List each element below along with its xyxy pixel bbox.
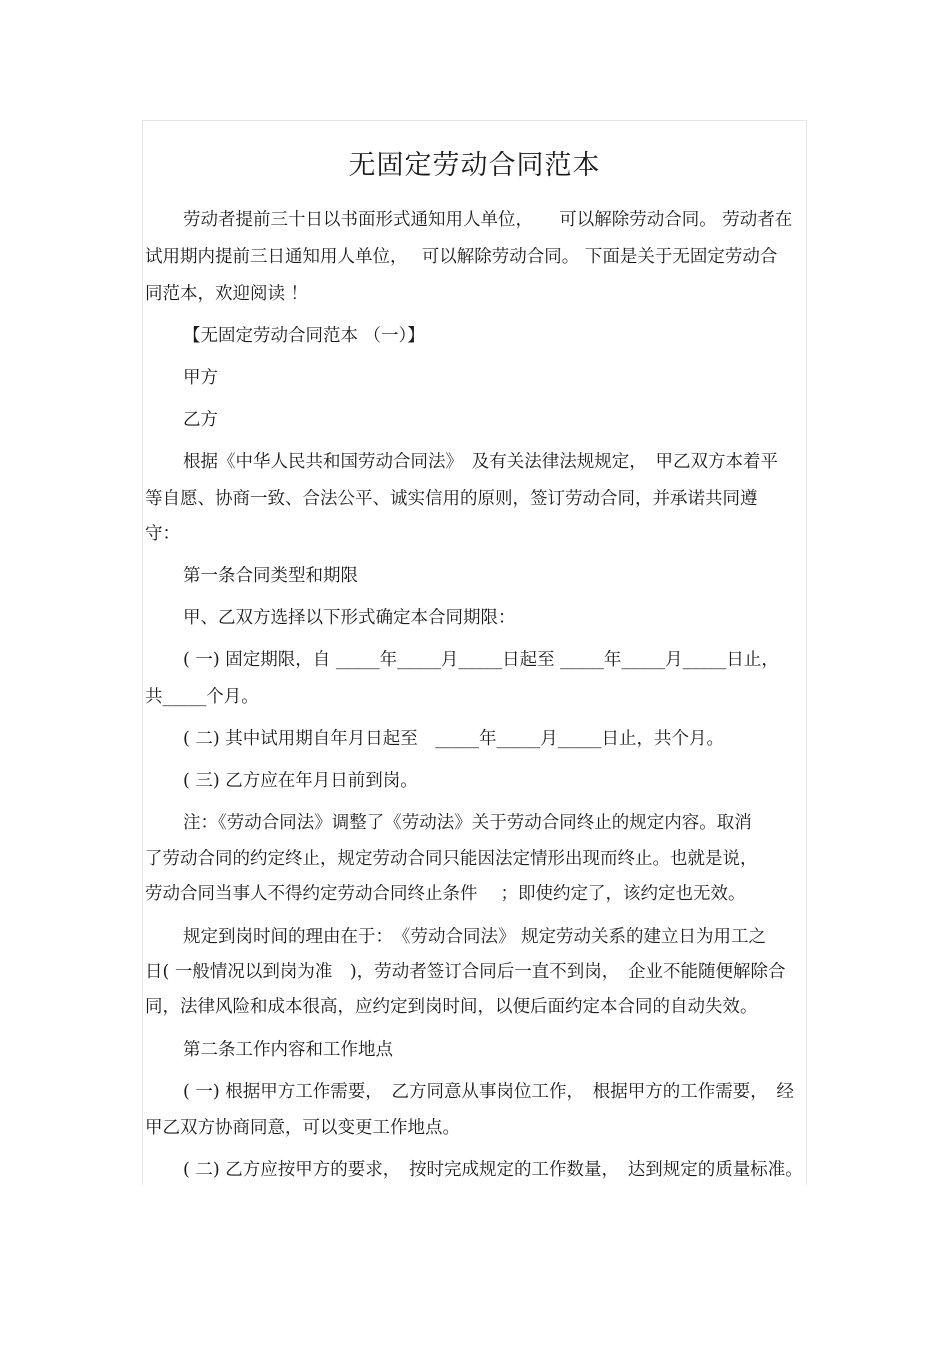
reason-line-2: 日( 一般情况以到岗为准 )，劳动者签订合同后一直不到岗， 企业不能随便解除合: [145, 962, 786, 982]
intro-line-3: 同范本，欢迎阅读 ！: [145, 284, 309, 304]
clause-1-line-2: 共_____个月。: [145, 687, 259, 707]
intro-line-1: 劳动者提前三十日以书面形式通知用人单位， 可以解除劳动合同。 劳动者在: [183, 210, 793, 230]
party-b-label: 乙方: [183, 410, 218, 430]
preamble-line-3: 守：: [145, 524, 180, 544]
preamble-line-2: 等自愿、协商一致、合法公平、诚实信用的原则，签订劳动合同，并承诺共同遵: [145, 489, 758, 509]
article-1-heading: 第一条合同类型和期限: [183, 566, 358, 586]
intro-line-2: 试用期内提前三日通知用人单位， 可以解除劳动合同。 下面是关于无固定劳动合: [145, 247, 778, 267]
reason-line-1: 规定到岗时间的理由在于： 《劳动合同法》 规定劳动关系的建立日为用工之: [183, 927, 767, 947]
article-2-clause-2-line: ( 二) 乙方应按甲方的要求， 按时完成规定的工作数量， 达到规定的质量标准。: [183, 1160, 803, 1180]
article-2-heading: 第二条工作内容和工作地点: [183, 1040, 393, 1060]
clause-1-line-1: ( 一) 固定期限，自 _____年_____月_____日起至 _____年_____月_____日止，: [183, 650, 779, 670]
document-page: [142, 120, 807, 1185]
note-line-1: 注：《劳动合同法》调整了《劳动法》关于劳动合同终止的规定内容。取消: [183, 813, 752, 833]
note-line-2: 了劳动合同的约定终止，规定劳动合同只能因法定情形出现而终止。也就是说，: [145, 849, 758, 869]
note-line-3: 劳动合同当事人不得约定劳动合同终止条件 ；即使约定了，该约定也无效。: [145, 884, 746, 904]
party-a-label: 甲方: [183, 368, 218, 388]
clause-2-line: ( 二) 其中试用期自年月日起至 _____年_____月_____日止，共个月。: [183, 729, 725, 749]
reason-line-3: 同，法律风险和成本很高，应约定到岗时间，以便后面约定本合同的自动失效。: [145, 997, 758, 1017]
clause-3-line: ( 三) 乙方应在年月日前到岗。: [183, 771, 418, 791]
article-1-intro: 甲、乙双方选择以下形式确定本合同期限：: [183, 608, 516, 628]
article-2-clause-1-line-1: ( 一) 根据甲方工作需要， 乙方同意从事岗位工作， 根据甲方的工作需要， 经: [183, 1082, 795, 1102]
preamble-line-1: 根据《中华人民共和国劳动合同法》 及有关法律法规规定， 甲乙双方本着平: [183, 452, 778, 472]
article-2-clause-1-line-2: 甲乙双方协商同意，可以变更工作地点。: [145, 1118, 460, 1138]
document-title: 无固定劳动合同范本: [348, 150, 601, 181]
section-heading: 【无固定劳动合同范本 （一）】: [183, 326, 425, 346]
